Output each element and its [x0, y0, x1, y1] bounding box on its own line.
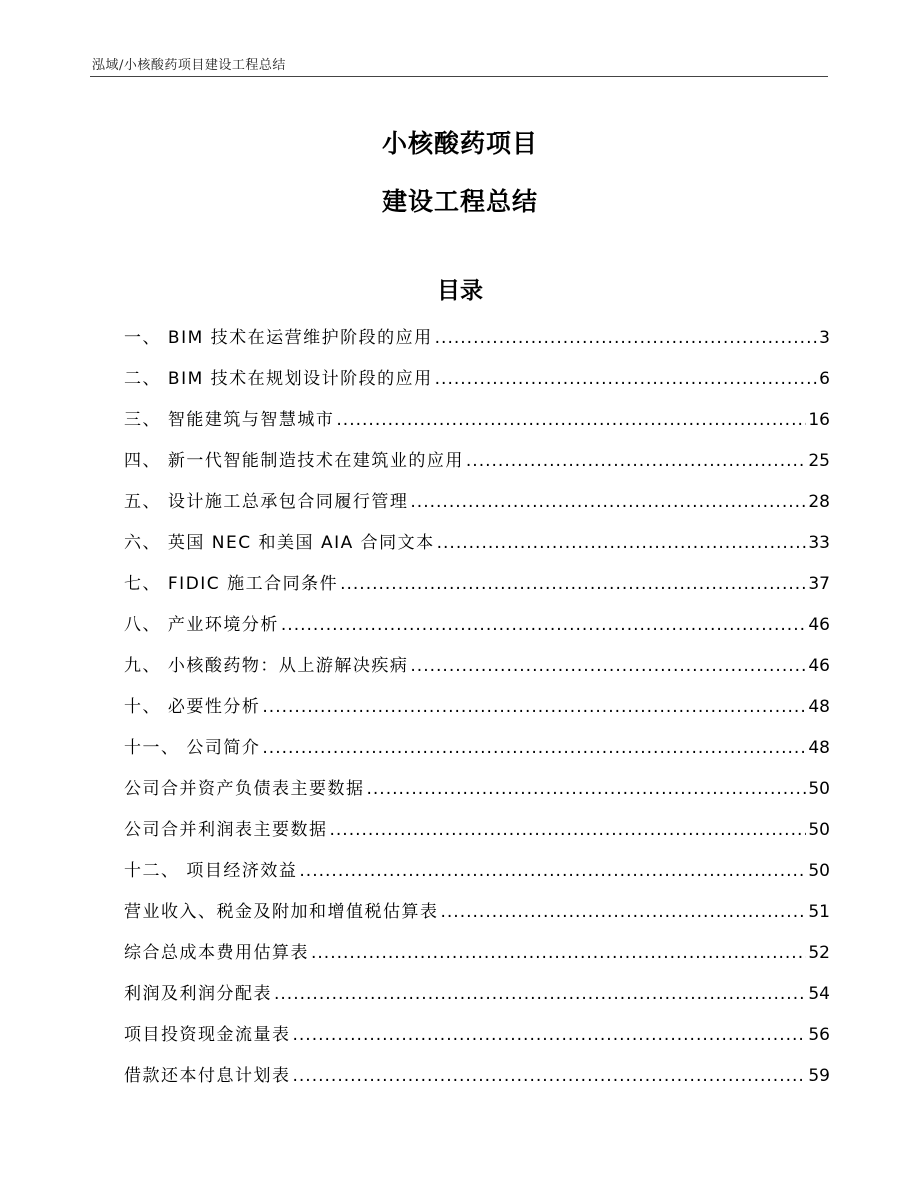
- toc-entry-page: 28: [808, 492, 830, 512]
- toc-entry-label: 四、 新一代智能制造技术在建筑业的应用: [124, 451, 464, 471]
- toc-entry-label: 综合总成本费用估算表: [124, 943, 309, 963]
- toc-entry[interactable]: [124, 974, 830, 1015]
- toc-leader-dots: [441, 892, 807, 933]
- toc-entry-page: 48: [808, 697, 830, 717]
- toc-entry-page: 51: [808, 902, 830, 922]
- toc-entry-label: 二、 BIM 技术在规划设计阶段的应用: [124, 369, 433, 389]
- toc-entry-page: 16: [808, 410, 830, 430]
- toc-entry-page: 50: [808, 779, 830, 799]
- toc-entry-label: 六、 英国 NEC 和美国 AIA 合同文本: [124, 533, 435, 553]
- toc-entry[interactable]: [124, 1015, 830, 1056]
- toc-entry-page: 3: [819, 328, 830, 348]
- toc-entry-page: 59: [808, 1066, 830, 1086]
- toc-entry[interactable]: [124, 728, 830, 769]
- toc-entry-label: 利润及利润分配表: [124, 984, 272, 1004]
- toc-entry-label: 公司合并利润表主要数据: [124, 820, 328, 840]
- toc-entry-label: 十二、 项目经济效益: [124, 861, 298, 881]
- toc-leader-dots: [435, 359, 818, 400]
- toc-entry-page: 48: [808, 738, 830, 758]
- toc-entry[interactable]: [124, 687, 830, 728]
- toc-entry[interactable]: [124, 933, 830, 974]
- toc-leader-dots: [367, 769, 807, 810]
- toc-entry-page: 25: [808, 451, 830, 471]
- toc-entry-page: 6: [819, 369, 830, 389]
- toc-entry[interactable]: [124, 482, 830, 523]
- toc-entry[interactable]: [124, 318, 830, 359]
- toc-entry[interactable]: [124, 400, 830, 441]
- toc-entry-label: 借款还本付息计划表: [124, 1066, 291, 1086]
- toc-entry-page: 46: [808, 656, 830, 676]
- toc-entry-label: 十、 必要性分析: [124, 697, 261, 717]
- toc-leader-dots: [437, 523, 807, 564]
- toc-entry-label: 公司合并资产负债表主要数据: [124, 779, 365, 799]
- running-header: 泓域/小核酸药项目建设工程总结: [92, 58, 286, 73]
- toc-leader-dots: [299, 851, 806, 892]
- toc-entry-label: 八、 产业环境分析: [124, 615, 279, 635]
- toc-heading: 目录: [437, 278, 483, 304]
- toc-leader-dots: [293, 1015, 807, 1056]
- toc-leader-dots: [330, 810, 807, 851]
- toc-entry-page: 50: [808, 820, 830, 840]
- toc-leader-dots: [466, 441, 806, 482]
- toc-entry-page: 33: [808, 533, 830, 553]
- header-divider: [90, 76, 828, 77]
- toc-entry-label: 十一、 公司简介: [124, 738, 261, 758]
- toc-entry-page: 37: [808, 574, 830, 594]
- toc-leader-dots: [410, 482, 806, 523]
- toc-leader-dots: [311, 933, 806, 974]
- toc-entry[interactable]: [124, 769, 830, 810]
- toc-leader-dots: [281, 605, 806, 646]
- toc-entry[interactable]: [124, 646, 830, 687]
- document-title-line-2: 建设工程总结: [381, 187, 538, 216]
- toc-entry[interactable]: [124, 892, 830, 933]
- toc-entry-page: 50: [808, 861, 830, 881]
- toc-leader-dots: [410, 646, 806, 687]
- toc-entry-label: 三、 智能建筑与智慧城市: [124, 410, 335, 430]
- toc-entry-label: 项目投资现金流量表: [124, 1025, 291, 1045]
- toc-entry[interactable]: [124, 851, 830, 892]
- toc-entry-label: 营业收入、税金及附加和增值税估算表: [124, 902, 439, 922]
- toc-entry[interactable]: [124, 441, 830, 482]
- toc-leader-dots: [262, 687, 806, 728]
- toc-entry-page: 56: [808, 1025, 830, 1045]
- toc-leader-dots: [435, 318, 818, 359]
- toc-leader-dots: [262, 728, 806, 769]
- toc-leader-dots: [336, 400, 806, 441]
- document-title-line-1: 小核酸药项目: [381, 129, 538, 158]
- toc-entry-label: 一、 BIM 技术在运营维护阶段的应用: [124, 328, 433, 348]
- table-of-contents: [124, 318, 830, 1097]
- toc-entry-label: 七、 FIDIC 施工合同条件: [124, 574, 339, 594]
- toc-entry-label: 九、 小核酸药物：从上游解决疾病: [124, 656, 409, 676]
- toc-entry[interactable]: [124, 1056, 830, 1097]
- toc-entry-label: 五、 设计施工总承包合同履行管理: [124, 492, 409, 512]
- toc-entry-page: 46: [808, 615, 830, 635]
- toc-entry-page: 54: [808, 984, 830, 1004]
- toc-entry[interactable]: [124, 523, 830, 564]
- toc-entry[interactable]: [124, 359, 830, 400]
- toc-leader-dots: [274, 974, 806, 1015]
- toc-entry[interactable]: [124, 564, 830, 605]
- toc-entry[interactable]: [124, 605, 830, 646]
- toc-leader-dots: [340, 564, 806, 605]
- toc-leader-dots: [293, 1056, 807, 1097]
- toc-entry-page: 52: [808, 943, 830, 963]
- toc-entry[interactable]: [124, 810, 830, 851]
